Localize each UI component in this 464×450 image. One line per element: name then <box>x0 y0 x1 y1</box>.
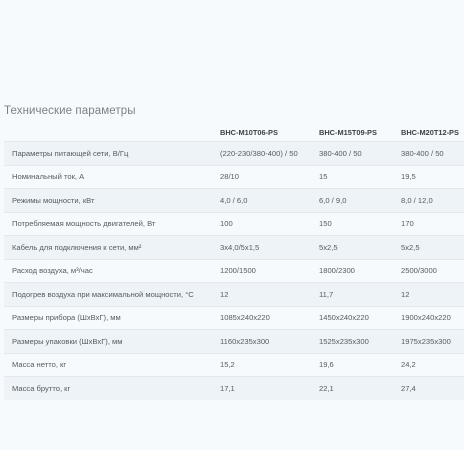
value-m10: 1085х240х220 <box>220 313 270 323</box>
spec-table <box>4 123 464 400</box>
param-label: Размеры упаковки (ШхВхГ), мм <box>12 336 123 346</box>
table-row <box>4 212 464 236</box>
table-header-row <box>4 123 464 142</box>
value-m10: 1160х235х300 <box>220 336 270 346</box>
value-m10: 15,2 <box>220 360 235 370</box>
value-m10: 28/10 <box>220 172 240 182</box>
value-m15: 6,0 / 9,0 <box>319 195 347 205</box>
value-m15: 380-400 / 50 <box>319 148 362 158</box>
value-m20: 24,2 <box>401 360 416 370</box>
value-m15: 22,1 <box>319 383 334 393</box>
param-label: Параметры питающей сети, В/Гц <box>12 148 129 158</box>
param-label: Номинальный ток, А <box>12 172 85 182</box>
value-m20: 5х2,5 <box>401 242 420 252</box>
value-m10: 4,0 / 6,0 <box>220 195 248 205</box>
value-m10: 1200/1500 <box>220 266 256 276</box>
value-m15: 1450х240х220 <box>319 313 369 323</box>
section-title: Технические параметры <box>4 105 136 117</box>
table-row <box>4 142 464 166</box>
value-m20: 12 <box>401 289 410 299</box>
header-model-m15: ВНС-М15Т09-PS <box>319 127 377 137</box>
param-label: Режимы мощности, кВт <box>12 195 95 205</box>
param-label: Подогрев воздуха при максимальной мощности, °С <box>12 289 194 299</box>
value-m15: 19,6 <box>319 360 334 370</box>
header-param <box>4 123 218 142</box>
value-m15: 150 <box>319 219 332 229</box>
table-row <box>4 189 464 213</box>
value-m10: 12 <box>220 289 229 299</box>
table-row <box>4 377 464 400</box>
table-body <box>4 142 464 400</box>
table-row <box>4 306 464 330</box>
header-model-m20: ВНС-М20Т12-PS <box>401 127 459 137</box>
value-m10: 100 <box>220 219 233 229</box>
value-m10: 17,1 <box>220 383 235 393</box>
value-m10: (220-230/380-400) / 50 <box>220 148 298 158</box>
param-label: Размеры прибора (ШхВхГ), мм <box>12 313 121 323</box>
table-row <box>4 165 464 189</box>
table-row <box>4 283 464 307</box>
param-label: Масса брутто, кг <box>12 383 71 393</box>
param-label: Масса нетто, кг <box>12 360 67 370</box>
value-m10: 3х4,0/5х1,5 <box>220 242 260 252</box>
value-m20: 27,4 <box>401 383 416 393</box>
value-m20: 170 <box>401 219 414 229</box>
header-model-m10: ВНС-М10Т06-PS <box>220 127 278 137</box>
param-label: Расход воздуха, м³/час <box>12 266 93 276</box>
table-row <box>4 259 464 283</box>
param-label: Потребляемая мощность двигателей, Вт <box>12 219 156 229</box>
param-label: Кабель для подключения к сети, мм² <box>12 242 142 252</box>
value-m20: 2500/3000 <box>401 266 437 276</box>
value-m20: 1975х235х300 <box>401 336 451 346</box>
value-m20: 19,5 <box>401 172 416 182</box>
value-m15: 1525х235х300 <box>319 336 369 346</box>
value-m15: 11,7 <box>319 289 334 299</box>
value-m20: 8,0 / 12,0 <box>401 195 433 205</box>
table-row <box>4 330 464 354</box>
value-m15: 5х2,5 <box>319 242 338 252</box>
value-m20: 1900х240х220 <box>401 313 451 323</box>
table-row <box>4 353 464 377</box>
value-m20: 380-400 / 50 <box>401 148 444 158</box>
value-m15: 1800/2300 <box>319 266 355 276</box>
value-m15: 15 <box>319 172 328 182</box>
table-row <box>4 236 464 260</box>
